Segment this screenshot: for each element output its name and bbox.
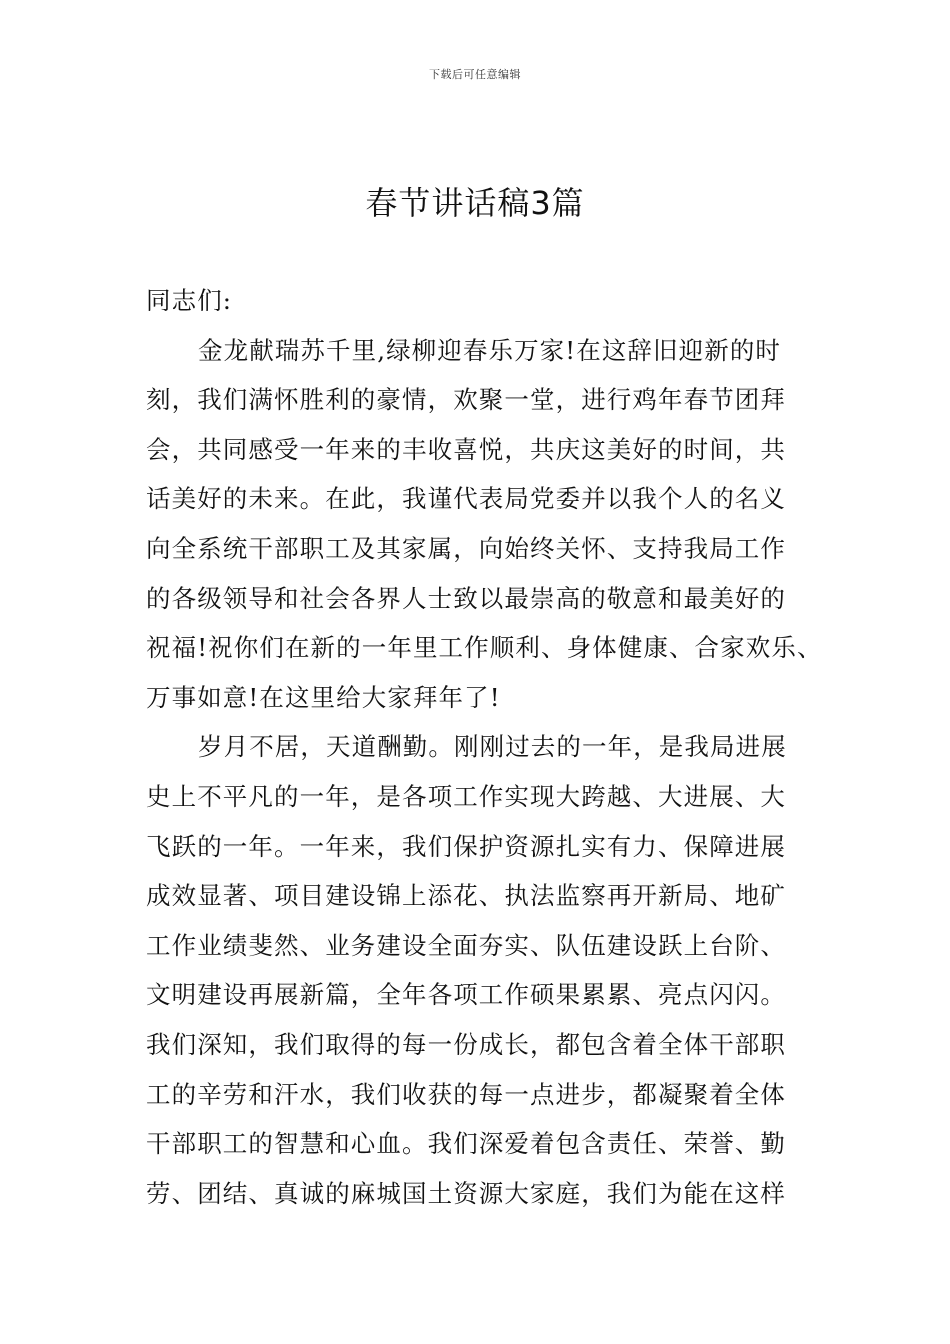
paragraph-2-line-1: 岁月不居，天道酬勤。刚刚过去的一年，是我局进展: [198, 732, 787, 762]
header-note: 下载后可任意编辑: [429, 68, 521, 81]
paragraph-1-line-2: 刻，我们满怀胜利的豪情，欢聚一堂，进行鸡年春节团拜: [146, 385, 786, 415]
paragraph-2-line-9: 干部职工的智慧和心血。我们深爱着包含责任、荣誉、勤: [146, 1129, 786, 1159]
paragraph-1-line-3: 会，共同感受一年来的丰收喜悦，共庆这美好的时间，共: [146, 434, 786, 464]
paragraph-1-line-8: 万事如意!在这里给大家拜年了!: [146, 682, 501, 712]
paragraph-1-line-7: 祝福!祝你们在新的一年里工作顺利、身体健康、合家欢乐、: [146, 633, 823, 663]
paragraph-2-line-4: 成效显著、项目建设锦上添花、执法监察再开新局、地矿: [146, 881, 786, 911]
paragraph-2-line-10: 劳、团结、真诚的麻城国土资源大家庭，我们为能在这样: [146, 1178, 786, 1208]
paragraph-1-line-6: 的各级领导和社会各界人士致以最崇高的敬意和最美好的: [146, 583, 786, 613]
paragraph-1-line-5: 向全系统干部职工及其家属，向始终关怀、支持我局工作: [146, 533, 786, 563]
document-body: [146, 276, 826, 1218]
paragraph-2-line-2: 史上不平凡的一年，是各项工作实现大跨越、大进展、大: [146, 781, 786, 811]
paragraph-2-line-5: 工作业绩斐然、业务建设全面夯实、队伍建设跃上台阶、: [146, 930, 786, 960]
document-title: 春节讲话稿3篇: [365, 184, 585, 222]
paragraph-1-line-4: 话美好的未来。在此，我谨代表局党委并以我个人的名义: [146, 484, 786, 514]
salutation: 同志们:: [146, 286, 233, 315]
paragraph-1-line-1: 金龙献瑞苏千里,绿柳迎春乐万家!在这辞旧迎新的时: [198, 335, 782, 365]
paragraph-2-line-3: 飞跃的一年。一年来，我们保护资源扎实有力、保障进展: [146, 831, 786, 861]
paragraph-2-line-8: 工的辛劳和汗水，我们收获的每一点进步，都凝聚着全体: [146, 1079, 786, 1109]
paragraph-2-line-6: 文明建设再展新篇，全年各项工作硕果累累、亮点闪闪。: [146, 980, 786, 1010]
paragraph-2-line-7: 我们深知，我们取得的每一份成长，都包含着全体干部职: [146, 1029, 786, 1059]
